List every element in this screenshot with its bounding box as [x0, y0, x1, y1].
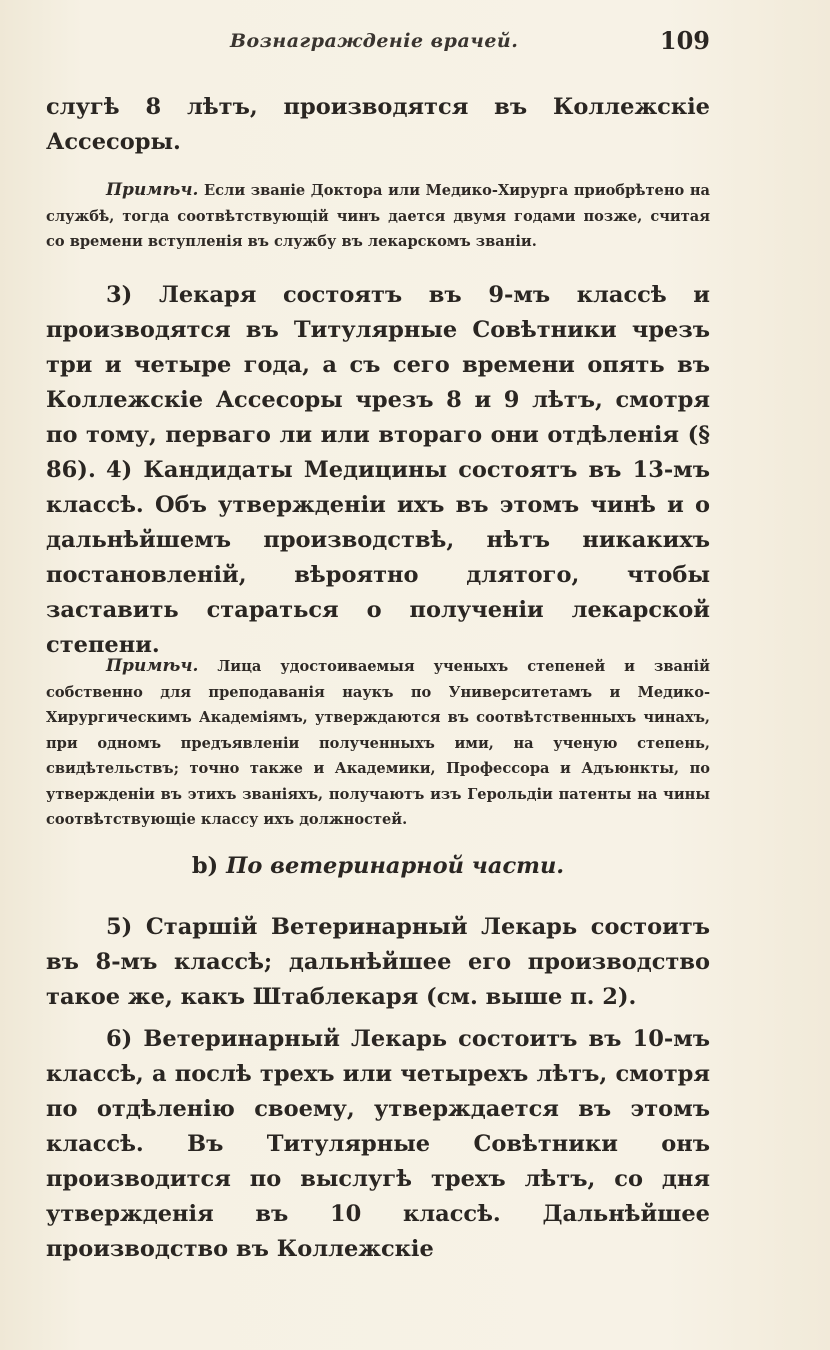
- note-text: Лица удостоиваемыя ученыхъ степеней и званій собственно для преподаванія наукъ по Университетамъ и Медико-Хирургическимъ Академіямъ, утверждаются въ соотвѣтственныхъ чинахъ, при одномъ предъявленіи полученныхъ ими, на ученую степень, свидѣтельствъ; точно также и Академики, Профессора и Адъюнкты, по утвержденіи въ этихъ званіяхъ, получаютъ изъ Герольдіи патенты на чины соотвѣтствующіе классу ихъ должностей.: [46, 658, 710, 828]
- section-title: По ветеринарной части.: [226, 853, 565, 879]
- paragraph-text: 6) Ветеринарный Лекарь состоитъ въ 10-мъ классѣ, а послѣ трехъ или четырехъ лѣтъ, смотря по отдѣленію своему, утверждается въ этомъ классѣ. Въ Титулярные Совѣтники онъ производится по выслугѣ трехъ лѣтъ, со дня утвержденія въ 10 классѣ. Дальнѣйшее производство въ Коллежскіе: [46, 1026, 710, 1262]
- paragraph-text: 3) Лекаря состоятъ въ 9-мъ классѣ и производятся въ Титулярные Совѣтники чрезъ три и четыре года, а съ сего времени опять въ Коллежскіе Ассесоры чрезъ 8 и 9 лѣтъ, смотря по тому, перваго ли или втораго они отдѣленія (§ 86).: [46, 282, 710, 483]
- note-text: Если званіе Доктора или Медико-Хирурга приобрѣтено на службѣ, тогда соотвѣтствующій чинъ дается двумя годами позже, считая со времени вступленія въ службу въ лекарскомъ званіи.: [46, 182, 710, 250]
- paragraph-6: [46, 1022, 710, 1267]
- paragraph-continued: [46, 90, 710, 160]
- footnote-1: [46, 178, 710, 255]
- paragraph-5: [46, 910, 710, 1015]
- footnote-2: [46, 654, 710, 833]
- note-label: Примѣч.: [106, 180, 199, 200]
- paragraph-text: 5) Старшій Ветеринарный Лекарь состоитъ въ 8-мъ классѣ; дальнѣйшее его производство такое же, какъ Штаблекаря (см. выше п. 2).: [46, 914, 710, 1010]
- paragraph-4: [46, 453, 710, 663]
- paragraph-text: слугѣ 8 лѣтъ, производятся въ Коллежскіе Ассесоры.: [46, 94, 710, 155]
- note-label: Примѣч.: [106, 656, 199, 676]
- section-heading: [46, 853, 710, 879]
- page-number: 109: [659, 26, 710, 55]
- page-header: [46, 26, 710, 62]
- section-letter: b): [191, 853, 219, 879]
- paragraph-text: 4) Кандидаты Медицины состоятъ въ 13-мъ классѣ. Объ утвержденіи ихъ въ этомъ чинѣ и о дальнѣйшемъ производствѣ, нѣтъ никакихъ постановленій, вѣроятно длятого, чтобы заставить стараться о полученіи лекарской степени.: [46, 457, 710, 658]
- running-head: Вознагражденіе врачей.: [230, 30, 519, 52]
